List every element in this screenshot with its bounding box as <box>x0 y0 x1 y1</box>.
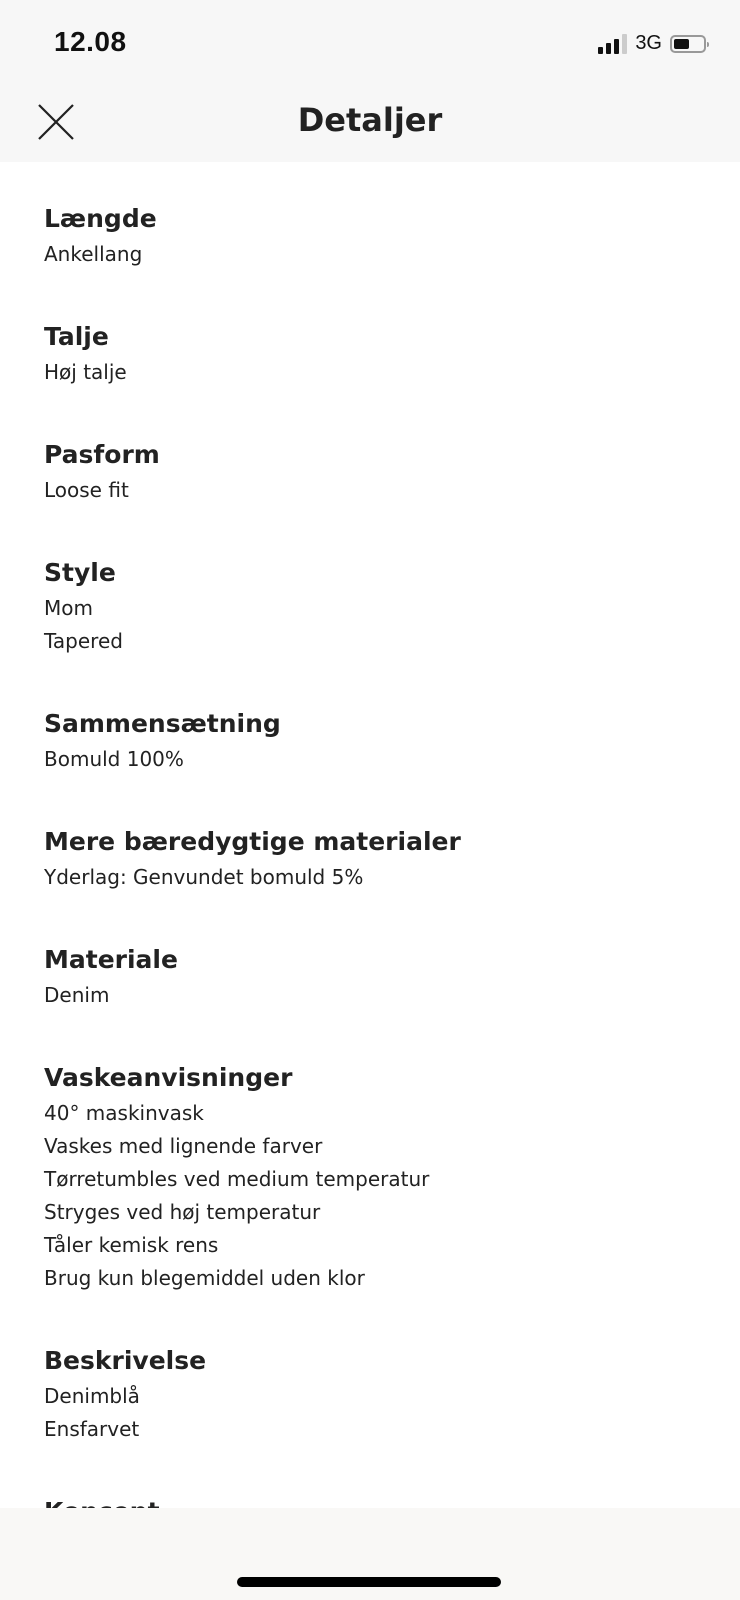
detail-section <box>44 822 704 940</box>
section-heading: Style <box>44 558 116 587</box>
section-value: Stryges ved høj temperatur <box>44 1200 321 1224</box>
signal-icon <box>598 34 627 54</box>
section-heading: Længde <box>44 204 157 233</box>
detail-section <box>44 317 704 435</box>
section-value: Vaskes med lignende farver <box>44 1134 323 1158</box>
section-value: Mom <box>44 596 93 620</box>
detail-section <box>44 553 704 704</box>
section-heading: Beskrivelse <box>44 1346 207 1375</box>
section-value: Tapered <box>44 629 123 653</box>
section-value: Denim <box>44 983 110 1007</box>
page-title: Detaljer <box>297 101 443 139</box>
section-heading: Sammensætning <box>44 709 281 738</box>
section-value: Loose fit <box>44 478 129 502</box>
status-indicators <box>598 32 706 55</box>
section-heading: Pasform <box>44 440 160 469</box>
detail-section <box>44 1058 704 1341</box>
section-value: Denimblå <box>44 1384 140 1408</box>
section-value: Ensfarvet <box>44 1417 140 1441</box>
home-indicator[interactable] <box>237 1577 501 1587</box>
section-value: Yderlag: Genvundet bomuld 5% <box>44 865 364 889</box>
section-heading: Vaskeanvisninger <box>44 1063 293 1092</box>
top-bar <box>0 0 740 162</box>
section-value: 40° maskinvask <box>44 1101 204 1125</box>
detail-section <box>44 435 704 553</box>
status-time: 12.08 <box>54 26 127 57</box>
section-value: Høj talje <box>44 360 127 384</box>
section-heading: Materiale <box>44 945 178 974</box>
section-heading: Mere bæredygtige materialer <box>44 827 461 856</box>
detail-section <box>44 940 704 1058</box>
section-value: Bomuld 100% <box>44 747 184 771</box>
section-value: Ankellang <box>44 242 143 266</box>
section-heading: Talje <box>44 322 109 351</box>
section-value: Tåler kemisk rens <box>44 1233 219 1257</box>
network-type: 3G <box>635 32 662 54</box>
section-value: Brug kun blegemiddel uden klor <box>44 1266 365 1290</box>
detail-section <box>44 199 704 317</box>
detail-section <box>44 704 704 822</box>
detail-section <box>44 1341 704 1492</box>
section-value: Tørretumbles ved medium temperatur <box>44 1167 430 1191</box>
details-list[interactable] <box>44 199 704 1508</box>
battery-icon <box>670 35 706 53</box>
